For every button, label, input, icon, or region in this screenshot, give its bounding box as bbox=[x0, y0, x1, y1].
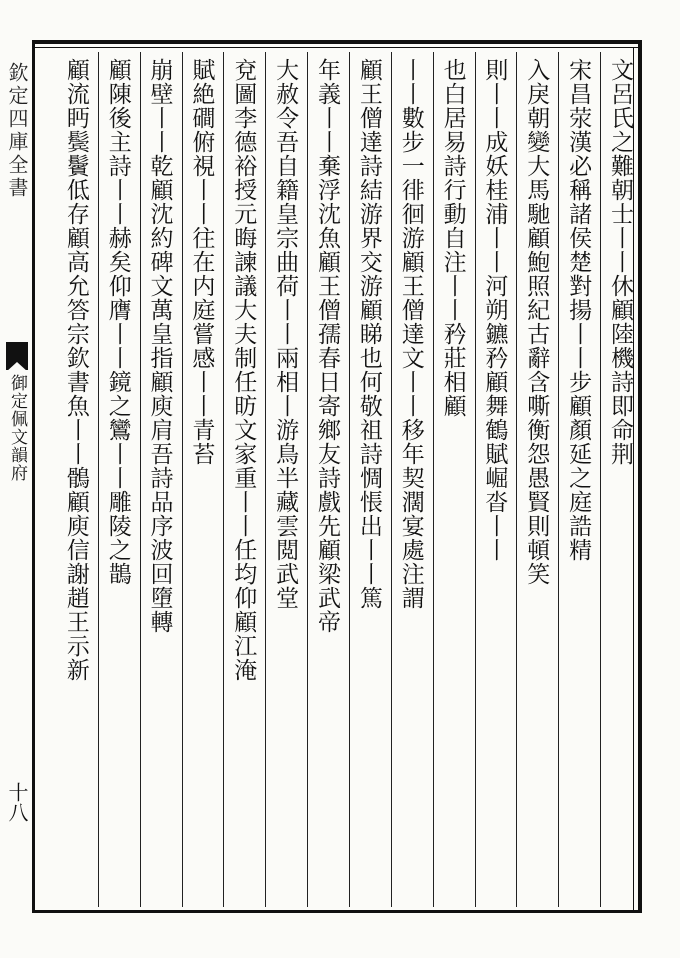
text-columns bbox=[56, 52, 642, 907]
text-column: 顧王僧達詩結游界交游顧睇也何敬祖詩惆悵出丨丨篤 bbox=[349, 52, 391, 907]
text-column: 丨丨數步一徘徊游顧王僧達文丨丨移年契濶宴處注謂 bbox=[391, 52, 433, 907]
frame-top-border bbox=[34, 40, 642, 44]
page-number: 十八 bbox=[5, 782, 29, 822]
text-column: 則丨丨成妖桂浦丨丨河朔鑣矜顧舞鶴賦崛沓丨丨 bbox=[475, 52, 517, 907]
collection-title: 欽定四庫全書 bbox=[5, 62, 29, 200]
text-column: 宋昌荥漢必稱諸侯楚對揚丨丨步顧顏延之庭誥精 bbox=[558, 52, 600, 907]
book-title: 御定佩文韻府 bbox=[7, 374, 27, 482]
text-column: 文呂氏之難朝士丨丨休顧陸機詩即命荆 bbox=[600, 52, 642, 907]
frame-left-border bbox=[32, 40, 35, 913]
text-column: 崩壁丨丨乾顧沈約碑文萬皇指顧庾肩吾詩品序波回墮轉 bbox=[140, 52, 182, 907]
text-column: 顧流眄鬓鬢低存顧高允答宗欽書魚丨丨鶻顧庾信謝趙王示新 bbox=[62, 58, 89, 682]
frame-top-inner-border bbox=[34, 47, 642, 48]
text-column: 入戾朝變大馬馳顧鮑照紀古辭含嘶衡怨愚賢則頓笑 bbox=[516, 52, 558, 907]
page-margin bbox=[0, 52, 32, 907]
text-column: 兗圖李德裕授元晦諫議大夫制任昉文家重丨丨任均仰顧江淹 bbox=[223, 52, 265, 907]
fishtail-notch-icon bbox=[6, 362, 28, 372]
text-column: 年義丨丨棄浮沈魚顧王僧孺春日寄鄉友詩戲先顧梁武帝 bbox=[307, 52, 349, 907]
text-column: 也白居易詩行動自注丨丨矜莊相顧 bbox=[433, 52, 475, 907]
text-column: 顧陳後主詩丨丨赫矣仰膺丨丨鏡之鸞丨丨雕陵之鵲 bbox=[98, 52, 140, 907]
text-column: 大赦令吾自籍皇宗曲荷丨丨兩相丨游鳥半藏雲閲武堂 bbox=[265, 52, 307, 907]
text-column: 賦絶磵俯視丨丨往在内庭嘗感丨丨青苔 bbox=[182, 52, 224, 907]
frame-bottom-border bbox=[34, 910, 642, 913]
